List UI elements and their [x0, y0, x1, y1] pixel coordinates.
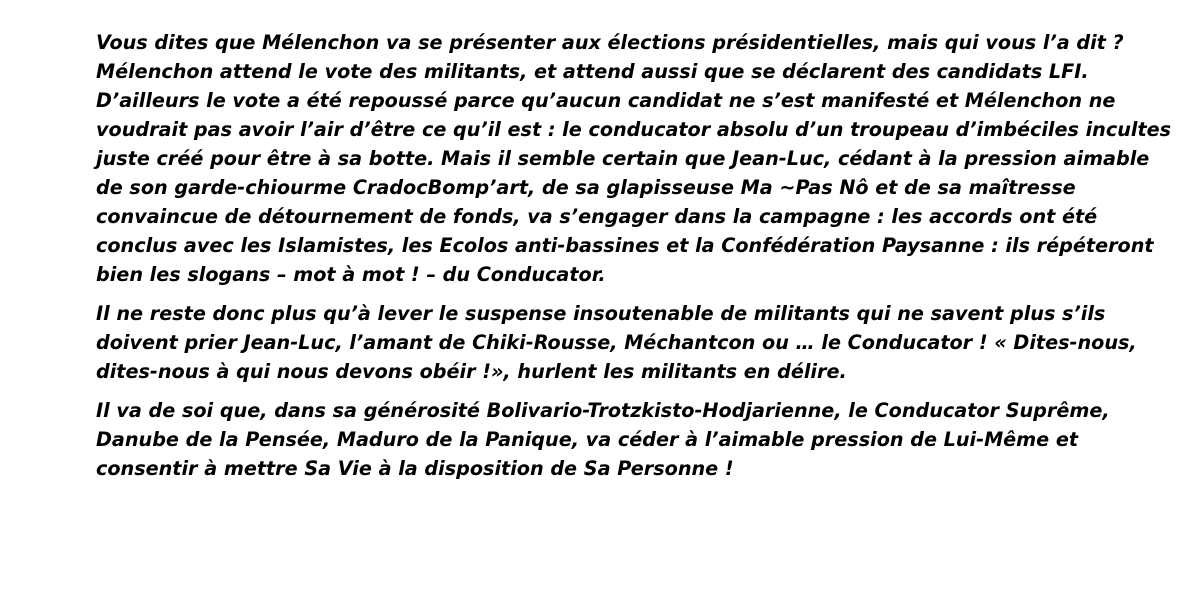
text-line: de son garde-chiourme CradocBomp’art, de sa glapisseuse Ma ~Pas Nô et de sa maîtresse: [96, 176, 1076, 199]
text-line: bien les slogans – mot à mot ! – du Conducator.: [96, 263, 606, 286]
text-line: consentir à mettre Sa Vie à la disposition de Sa Personne !: [96, 457, 734, 480]
text-line: Mélenchon attend le vote des militants, et attend aussi que se déclarent des candidats LFI.: [96, 60, 1089, 83]
text-line: dites-nous à qui nous devons obéir !», hurlent les militants en délire.: [96, 360, 847, 383]
document-body: [96, 28, 1172, 493]
paragraph-3: [96, 396, 1156, 483]
paragraph-2: [96, 299, 1156, 386]
text-line: juste créé pour être à sa botte. Mais il semble certain que Jean-Luc, cédant à la pression aimable: [96, 147, 1150, 170]
text-line: Il ne reste donc plus qu’à lever le suspense insoutenable de militants qui ne savent plus s’ils: [96, 302, 1106, 325]
text-line: convaincue de détournement de fonds, va s’engager dans la campagne : les accords ont été: [96, 205, 1098, 228]
text-line: conclus avec les Islamistes, les Ecolos anti-bassines et la Confédération Paysanne : ils répéteront: [96, 234, 1154, 257]
text-line: D’ailleurs le vote a été repoussé parce qu’aucun candidat ne s’est manifesté et Mélenchon ne: [96, 89, 1116, 112]
paragraph-1: [96, 28, 1172, 289]
text-line: Danube de la Pensée, Maduro de la Panique, va céder à l’aimable pression de Lui-Même et: [96, 428, 1079, 451]
text-line: Vous dites que Mélenchon va se présenter aux élections présidentielles, mais qui vous l’a dit ?: [96, 31, 1124, 54]
text-line: Il va de soi que, dans sa générosité Bolivario-Trotzkisto-Hodjarienne, le Conducator Suprême,: [96, 399, 1110, 422]
text-line: voudrait pas avoir l’air d’être ce qu’il est : le conducator absolu d’un troupeau d’imbéciles incultes: [96, 118, 1172, 141]
text-line: doivent prier Jean-Luc, l’amant de Chiki-Rousse, Méchantcon ou … le Conducator ! « Dites-nous,: [96, 331, 1137, 354]
